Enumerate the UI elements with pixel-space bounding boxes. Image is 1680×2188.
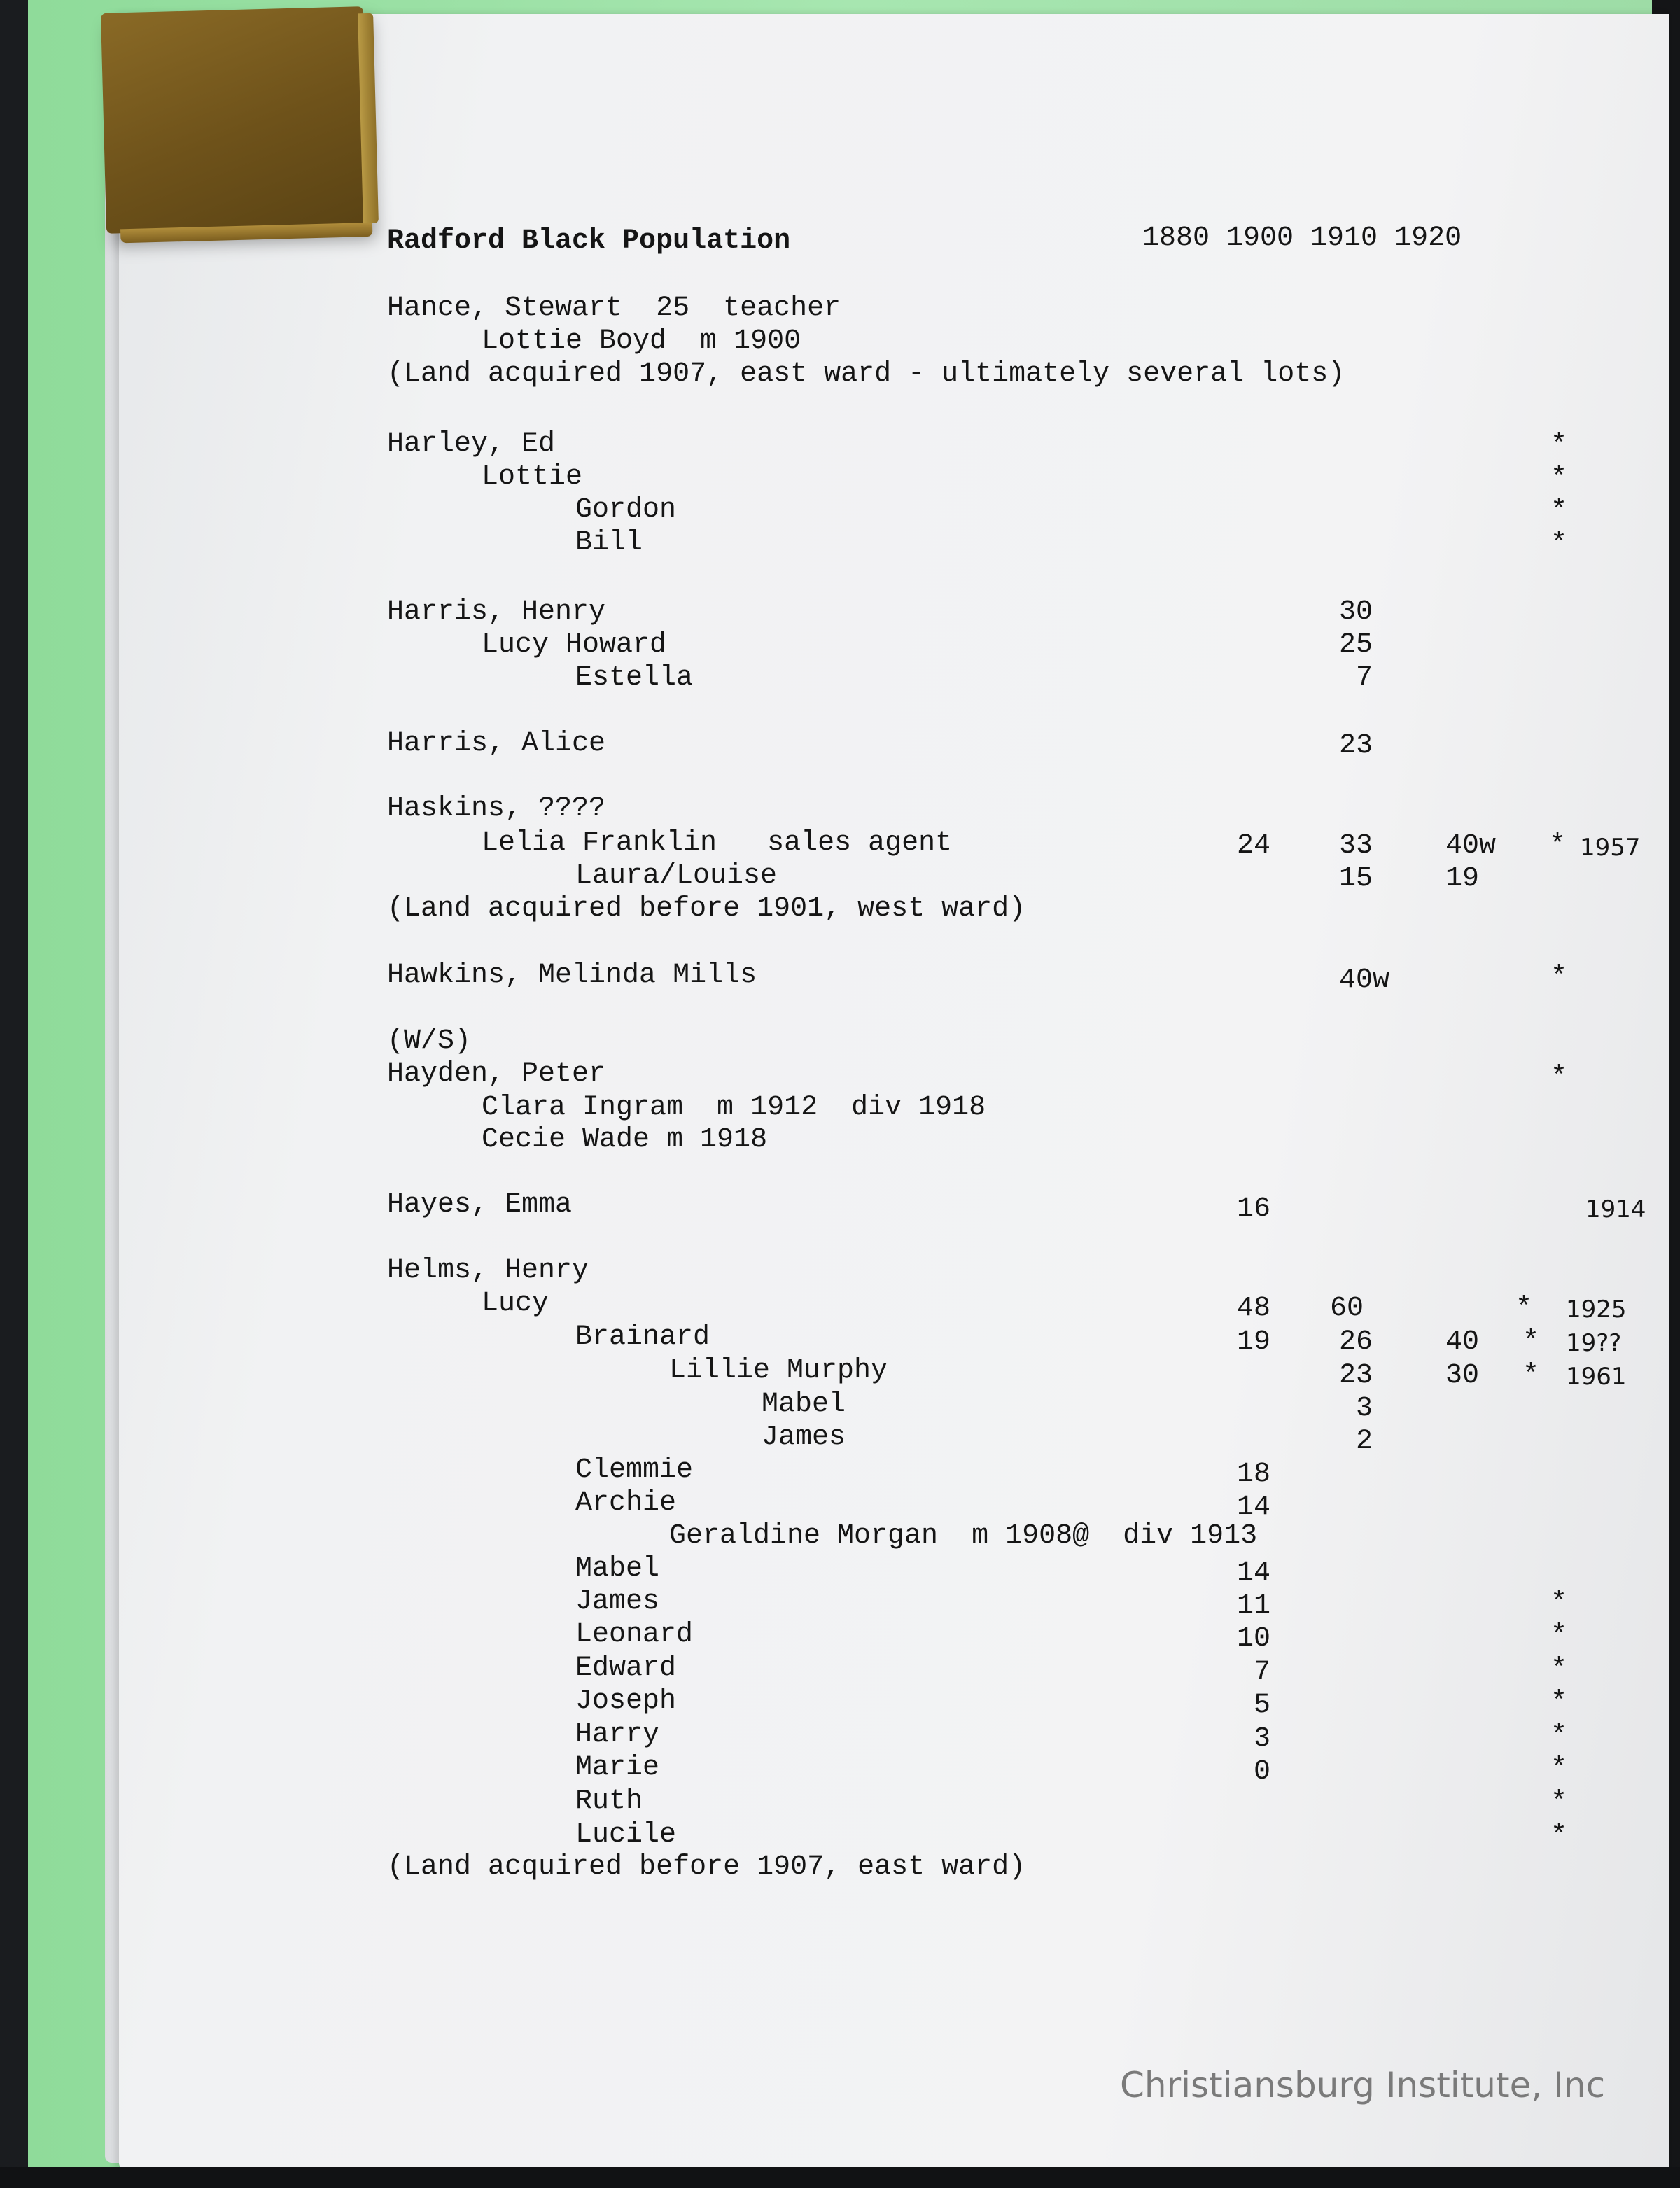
entry-hance-spouse: Lottie Boyd m 1900: [482, 325, 802, 357]
death-mark: *: [1550, 1720, 1568, 1752]
death-year: 19??: [1566, 1329, 1622, 1357]
age-1910: 33: [1339, 830, 1373, 862]
age-1910: 60: [1330, 1293, 1364, 1324]
census-years-header: 1880 1900 1910 1920: [1142, 223, 1462, 254]
page-title: Radford Black Population: [387, 225, 791, 257]
entry-hayes-head: Hayes, Emma: [387, 1189, 573, 1221]
entry-hayden-spouse: Cecie Wade m 1918: [482, 1124, 768, 1156]
harley-mark: *: [1550, 496, 1568, 527]
age-1900: 14: [1237, 1492, 1271, 1523]
death-mark: *: [1550, 1787, 1568, 1818]
age-1900: 19: [1237, 1326, 1271, 1358]
entry-helms-child: Marie: [575, 1752, 660, 1783]
death-mark: *: [1550, 1587, 1568, 1619]
death-year: 1925: [1566, 1296, 1627, 1324]
entry-helms-brainard: Brainard: [575, 1321, 710, 1353]
age-1910: 23: [1339, 1360, 1373, 1391]
death-mark: *: [1550, 1821, 1568, 1852]
entry-hawkins-head: Hawkins, Melinda Mills: [387, 960, 757, 991]
age-1920: 40: [1446, 1326, 1480, 1358]
death-mark: *: [1522, 1360, 1540, 1391]
entry-harley-member: Bill: [575, 527, 643, 559]
age-1910: 25: [1339, 629, 1373, 661]
age-1900: 5: [1254, 1690, 1271, 1721]
death-mark: *: [1516, 1293, 1533, 1324]
age-1900: 7: [1254, 1657, 1271, 1688]
entry-helms-note: (Land acquired before 1907, east ward): [387, 1851, 1026, 1883]
entry-hayden-prefix: (W/S): [387, 1025, 472, 1057]
death-mark: *: [1522, 1326, 1540, 1358]
entry-hayden-head: Hayden, Peter: [387, 1058, 606, 1090]
age-1910: 2: [1356, 1426, 1373, 1457]
entry-haskins-head: Haskins, ????: [387, 793, 606, 825]
entry-helms-child: Ruth: [575, 1786, 643, 1817]
age-1910: 40w: [1339, 965, 1390, 996]
death-mark: *: [1550, 1654, 1568, 1685]
age-1910: 30: [1339, 596, 1373, 628]
entry-harley-member: Gordon: [575, 494, 677, 526]
entry-helms-child: Leonard: [575, 1619, 694, 1650]
entry-helms-child: Clemmie: [575, 1454, 694, 1486]
age-1910: 3: [1356, 1393, 1373, 1424]
age-1920: 40w: [1446, 830, 1497, 862]
entry-helms-child: Harry: [575, 1719, 660, 1751]
entry-helms-lucy: Lucy: [482, 1288, 550, 1319]
entry-helms-grandchild: Mabel: [762, 1389, 846, 1420]
age-1910: 26: [1339, 1326, 1373, 1358]
entry-haskins-laura: Laura/Louise: [575, 860, 778, 892]
entry-hance-head: Hance, Stewart 25 teacher: [387, 293, 841, 324]
age-1900: 16: [1237, 1193, 1271, 1225]
age-1920: 19: [1446, 863, 1480, 895]
age-1900: 11: [1237, 1590, 1271, 1622]
harley-mark: *: [1550, 430, 1568, 461]
entry-helms-child: Joseph: [575, 1685, 677, 1717]
age-1900: 24: [1237, 830, 1271, 862]
entry-helms-child: Edward: [575, 1653, 677, 1684]
entry-hayden-spouse: Clara Ingram m 1912 div 1918: [482, 1092, 986, 1123]
harley-mark: *: [1550, 463, 1568, 494]
entry-helms-child: Lucile: [575, 1819, 677, 1851]
death-mark: *: [1550, 1062, 1568, 1093]
age-1910: 7: [1356, 662, 1373, 694]
entry-harris-henry-member: Lucy Howard: [482, 629, 667, 661]
death-mark: *: [1549, 830, 1567, 862]
entry-helms-child: Mabel: [575, 1553, 660, 1585]
death-mark: *: [1550, 962, 1568, 993]
age-1900: 18: [1237, 1459, 1271, 1490]
age-1900: 0: [1254, 1756, 1271, 1788]
entry-helms-grandchild: James: [762, 1422, 846, 1453]
entry-haskins-note: (Land acquired before 1901, west ward): [387, 893, 1026, 925]
entry-helms-geraldine: Geraldine Morgan m 1908@ div 1913: [669, 1520, 1258, 1552]
age-1900: 3: [1254, 1723, 1271, 1755]
death-mark: *: [1550, 1687, 1568, 1718]
entry-harley-head: Harley, Ed: [387, 428, 556, 460]
death-mark: *: [1550, 1753, 1568, 1785]
age-1900: 14: [1237, 1557, 1271, 1589]
death-year: 1961: [1566, 1363, 1627, 1391]
death-year: 1914: [1586, 1195, 1646, 1223]
entry-helms-child: Archie: [575, 1487, 677, 1519]
entry-harris-henry-member: Estella: [575, 662, 694, 694]
entry-helms-lillie: Lillie Murphy: [669, 1355, 888, 1387]
entry-hance-note: (Land acquired 1907, east ward - ultimately several lots): [387, 358, 1345, 390]
entry-harris-henry-head: Harris, Henry: [387, 596, 606, 628]
age-1900: 48: [1237, 1293, 1271, 1324]
entry-harley-member: Lottie: [482, 461, 583, 493]
age-1920: 30: [1446, 1360, 1480, 1391]
age-1910: 23: [1339, 730, 1373, 762]
death-year: 1957: [1580, 834, 1641, 862]
watermark: Christiansburg Institute, Inc: [1120, 2065, 1606, 2105]
entry-helms-head: Helms, Henry: [387, 1255, 589, 1286]
death-mark: *: [1550, 1620, 1568, 1652]
age-1900: 10: [1237, 1623, 1271, 1655]
entry-helms-child: James: [575, 1586, 660, 1618]
entry-harris-alice-head: Harris, Alice: [387, 728, 606, 759]
entry-haskins-lelia: Lelia Franklin sales agent: [482, 827, 953, 859]
harley-mark: *: [1550, 528, 1568, 560]
age-1910: 15: [1339, 863, 1373, 895]
